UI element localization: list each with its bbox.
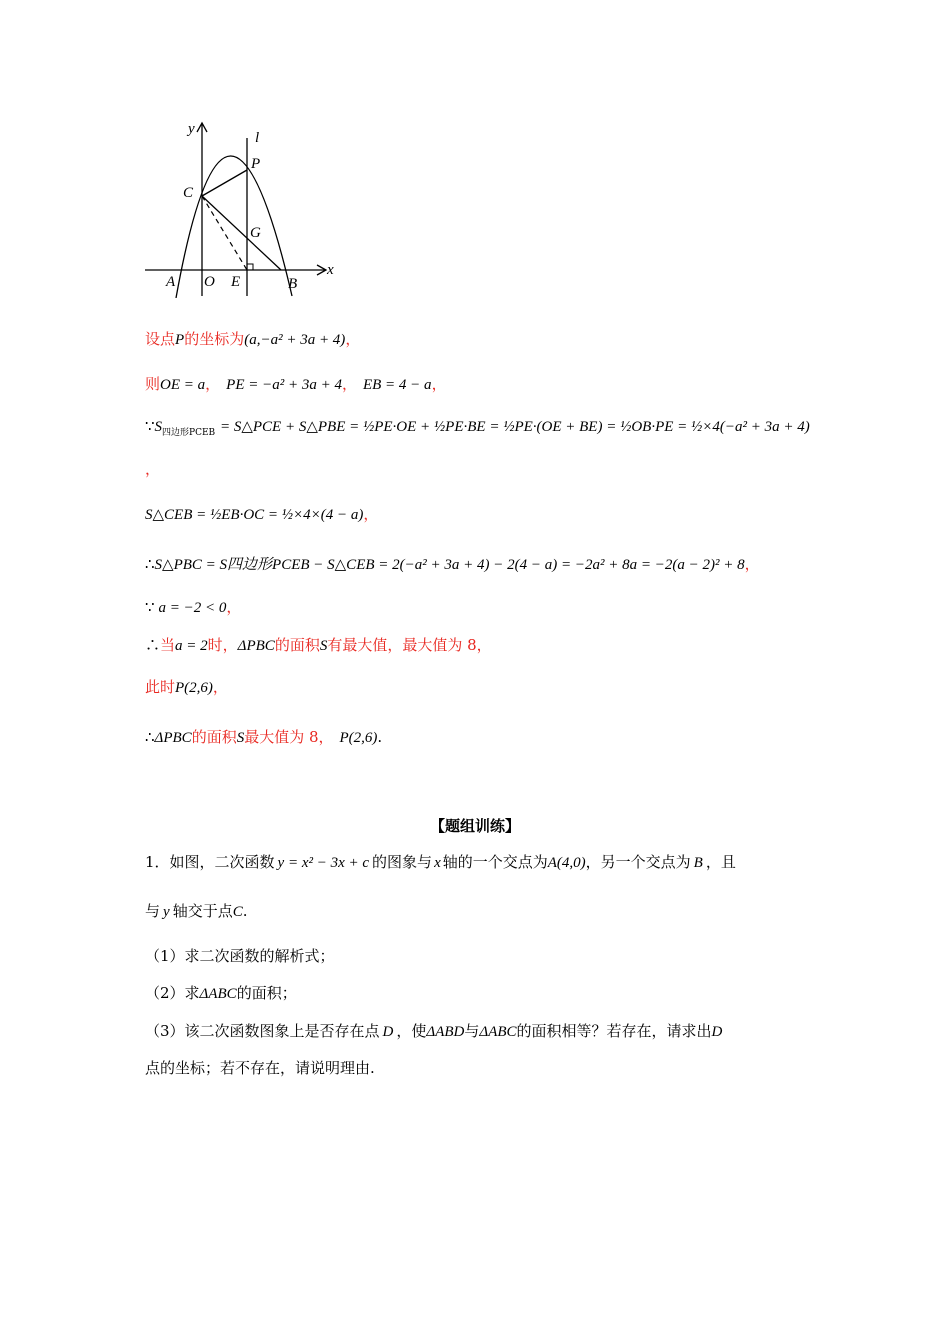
problem-line-1 [145, 851, 736, 874]
math-S: S [319, 638, 328, 654]
text: 的图象与 [372, 853, 433, 871]
math-triangle-ABD: ΔABD [426, 1024, 465, 1040]
math-triangle: ΔPBC [154, 730, 192, 746]
because-symbol: ∵ [145, 598, 155, 616]
text: 与 [464, 1022, 480, 1040]
solution-line-5 [145, 553, 760, 576]
text: 的面积 [191, 728, 237, 746]
text: ，使 [396, 1022, 427, 1040]
solution-line-3 [145, 415, 810, 438]
therefore-symbol: ∴ [145, 555, 155, 573]
math-C: C [232, 904, 243, 920]
text: ， [341, 375, 357, 393]
segment-CP [202, 170, 247, 196]
because-symbol: ∵ [145, 417, 155, 435]
text: 的坐标为 [184, 330, 245, 348]
text: 此时 [145, 678, 176, 696]
math-coord: (a,−a² + 3a + 4) [244, 332, 346, 348]
segment-CE-dashed [202, 196, 247, 270]
text: （3）该二次函数图象上是否存在点 [145, 1022, 380, 1040]
math-P: P [175, 332, 185, 348]
label-y: y [188, 121, 195, 137]
text: ，且 [705, 853, 736, 871]
math-triangle: ΔABC [199, 986, 237, 1002]
math-D: D [711, 1024, 723, 1040]
therefore-symbol: ∴ [145, 636, 161, 654]
text: 有最大值，最大值为 8， [327, 636, 492, 654]
text: 1．如图，二次函数 [145, 853, 275, 871]
parabola-figure [140, 118, 340, 298]
label-C: C [183, 185, 194, 201]
text: 轴交于点 [172, 902, 233, 920]
text: （2）求 [145, 984, 200, 1002]
text: 与 [145, 902, 161, 920]
solution-line-1 [145, 328, 360, 351]
text: ， [345, 330, 361, 348]
math-S: S [236, 730, 245, 746]
solution-line-4 [145, 503, 378, 526]
label-E: E [231, 274, 241, 290]
math-eb: EB = 4 − a [362, 377, 432, 393]
therefore-symbol: ∴ [145, 728, 155, 746]
label-B: B [288, 276, 298, 292]
text: ， [363, 505, 379, 523]
math-oe: OE = a [160, 377, 206, 393]
math-cond: a = 2 [175, 638, 208, 654]
math-D: D [382, 1024, 394, 1040]
solution-line-7 [145, 634, 492, 657]
text: 则 [145, 375, 161, 393]
label-A: A [166, 274, 176, 290]
label-O: O [204, 274, 215, 290]
label-P: P [251, 156, 261, 172]
text: 轴的一个交点为 [442, 853, 548, 871]
math-area-sum: = S△PCE + S△PBE = ½PE·OE + ½PE·BE = ½PE·(OE + BE) = ½OB·PE = ½×4(−a² + 3a + 4) [219, 419, 810, 435]
text: 的面积相等？若存在，请求出 [516, 1022, 712, 1040]
text: 最大值为 8， [244, 728, 334, 746]
solution-line-3b: ， [145, 460, 161, 478]
question-3 [145, 1020, 722, 1043]
section-title: 【题组训练】 [429, 817, 520, 835]
math-inequality: a = −2 < 0 [158, 600, 227, 616]
math-triangle: ΔPBC [237, 638, 275, 654]
math-B: B [693, 855, 703, 871]
text: ， [744, 555, 760, 573]
math-S: S [154, 419, 163, 435]
text: ， [212, 678, 228, 696]
math-point-A: A(4,0) [547, 855, 586, 871]
solution-line-8 [145, 676, 228, 699]
text: ， [226, 598, 242, 616]
text: . [242, 902, 248, 920]
math-point: P(2,6) [339, 730, 378, 746]
label-x: x [327, 262, 334, 278]
label-l: l [255, 130, 260, 146]
text: ，另一个交点为 [585, 853, 691, 871]
segment-CB [202, 196, 281, 270]
solution-line-9 [145, 726, 382, 749]
question-2 [145, 982, 297, 1005]
problem-line-2 [145, 900, 248, 923]
question-3-continued: 点的坐标；若不存在，请说明理由. [145, 1059, 375, 1077]
text: 当 [160, 636, 176, 654]
math-pe: PE = −a² + 3a + 4 [226, 377, 342, 393]
math-function: y = x² − 3x + c [277, 855, 370, 871]
right-angle-mark [247, 264, 253, 270]
label-G: G [250, 225, 261, 241]
solution-line-6 [145, 596, 241, 619]
text: 的面积； [236, 984, 297, 1002]
text: 设点 [145, 330, 176, 348]
math-triangle-ABC: ΔABC [479, 1024, 517, 1040]
math-y: y [163, 904, 170, 920]
text: . [377, 728, 383, 746]
text: ， [431, 375, 447, 393]
math-pbc-area: S△PBC = S四边形PCEB − S△CEB = 2(−a² + 3a + 4) − 2(4 − a) = −2a² + 8a = −2(a − 2)² + 8 [154, 557, 745, 573]
math-x: x [434, 855, 441, 871]
text: 时， [207, 636, 238, 654]
question-1: （1）求二次函数的解析式； [145, 947, 335, 965]
text: 的面积 [274, 636, 320, 654]
math-point: P(2,6) [175, 680, 213, 696]
solution-line-2 [145, 373, 447, 396]
math-ceb-area: S△CEB = ½EB·OC = ½×4×(4 − a) [145, 507, 364, 523]
subscript: 四边形PCEB [162, 428, 216, 438]
text: ， [205, 375, 221, 393]
